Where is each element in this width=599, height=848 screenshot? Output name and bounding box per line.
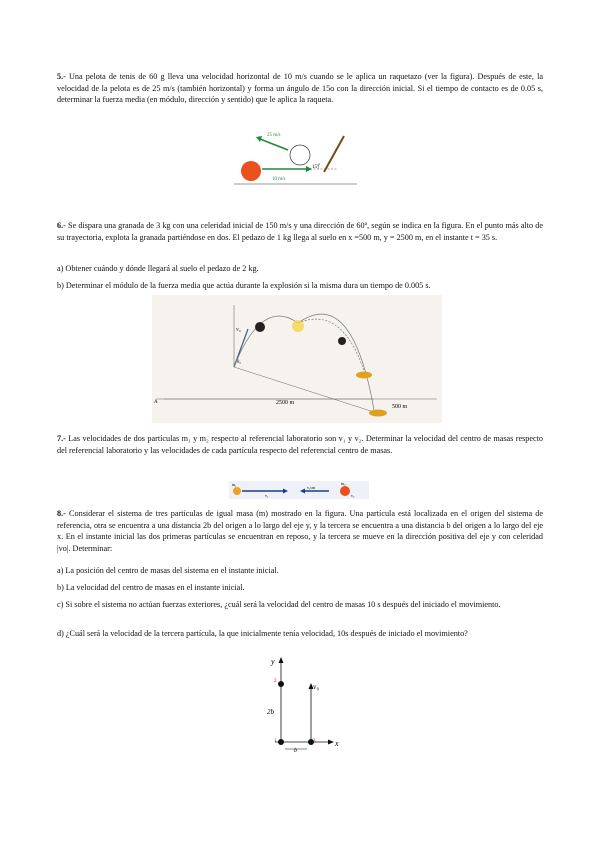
ball-after xyxy=(290,145,310,165)
problem-5 xyxy=(57,71,543,106)
particle-2 xyxy=(278,681,284,687)
label-m1: m₁ xyxy=(232,482,237,487)
particle-m1 xyxy=(233,487,241,495)
problem-8-item-a: a) La posición del centro de masas del sistema en el instante inicial. xyxy=(57,566,279,575)
particle-m2 xyxy=(340,486,350,496)
problem-7 xyxy=(57,433,543,456)
fragment xyxy=(338,337,346,345)
problem-text: Una pelota de tenis de 60 g lleva una velocidad horizontal de 10 m/s cuando se le aplica un raquetazo (ver la figura). Después de este, la velocidad de la pelota es de 25 m/s (también horizontal) y forma un ángulo de 15o con la dirección inicial. Si el tiempo de contacto es de 0.05 s, determinar la fuerza media (en módulo, dirección y sentido) que le aplica la raqueta. xyxy=(57,72,543,105)
label-v0: v₀ xyxy=(313,683,319,691)
label-distance-500: 500 m xyxy=(392,404,408,410)
problem-8-item-b: b) La velocidad del centro de masas en el instante inicial. xyxy=(57,583,245,592)
impact-1 xyxy=(356,372,372,379)
problem-6-item-b: b) Determinar el módulo de la fuerza media que actúa durante la explosión si la misma dura un tiempo de 0.005 s. xyxy=(57,281,431,290)
label-final-speed: 25 m/s xyxy=(267,133,281,138)
two-particles-figure xyxy=(229,481,369,499)
tennis-racket-figure xyxy=(232,128,362,190)
label-v0: v₀ xyxy=(236,327,242,333)
ball-before xyxy=(241,161,261,181)
grenade xyxy=(255,322,265,332)
label-particle-2: 2 xyxy=(274,679,277,684)
problem-number: 6.- xyxy=(57,221,66,230)
problem-6 xyxy=(57,220,543,243)
problem-8 xyxy=(57,508,543,554)
grenade-trajectory-figure xyxy=(152,295,442,423)
label-vcm: v₁cm xyxy=(307,485,316,490)
problem-number: 7.- xyxy=(57,434,66,443)
problem-text: Se dispara una granada de 3 kg con una celeridad inicial de 150 m/s y una dirección de 60º, según se indica en la figura. En el punto más alto de su trayectoria, explota la granada partiéndose en dos. El pedazo de 1 kg llega al suelo en x =500 m, y = 2500 m, en el instante t = 35 s. xyxy=(57,221,543,242)
label-theta0: θ₀ xyxy=(237,360,242,365)
impact-2 xyxy=(369,410,387,417)
label-2b: 2b xyxy=(267,708,274,716)
racket xyxy=(324,136,344,172)
problem-8-item-c: c) Si sobre el sistema no actúan fuerzas exteriores, ¿cuál será la velocidad del centro de masas 10 s después del iniciado el movimiento. xyxy=(57,600,501,609)
label-particle-3: 3 xyxy=(313,739,316,744)
problem-text: Las velocidades de dos partículas m₁ y m₂ respecto al referencial laboratorio son v₁ y v₂. Determinar la velocidad del centro de masas respecto del referencial laboratorio y las velocidades de cada partícula respecto del referencial centro de masas. xyxy=(57,434,544,455)
problem-6-item-a: a) Obtener cuándo y dónde llegará al suelo el pedazo de 2 kg. xyxy=(57,264,259,273)
problem-number: 5.- xyxy=(57,72,66,81)
label-angle: 15° xyxy=(312,165,319,170)
label-initial-speed: 10 m/s xyxy=(272,177,286,182)
particle-1 xyxy=(278,739,284,745)
problem-number: 8.- xyxy=(57,509,66,518)
label-axis-a: A xyxy=(154,400,158,405)
explosion xyxy=(292,320,304,332)
label-particle-1: 1 xyxy=(274,739,277,744)
label-x-axis: x xyxy=(335,739,339,748)
label-distance-2500: 2500 m xyxy=(276,400,295,406)
label-m2: m₂ xyxy=(341,481,346,486)
problem-8-item-d: d) ¿Cuál será la velocidad de la tercera partícula, la que inicialmente tenía velocidad, 10s después de iniciado el movimiento? xyxy=(57,629,468,638)
label-v1: v₁ xyxy=(265,493,269,498)
three-particles-figure xyxy=(255,656,350,754)
label-v2: v₂ xyxy=(351,493,355,498)
problem-text: Considerar el sistema de tres partículas de igual masa (m) mostrado en la figura. Una partícula está localizada en el origen del sistema de referencia, otra se encuentra a una distancia 2b del origen a lo largo del eje y, y la tercera se encuentra a una distancia b del origen a lo largo del eje x. En el instante inicial las dos primeras partículas se encuentran en reposo, y la tercera se mueve en la dirección positiva del eje y con celeridad |vo|. Determinar: xyxy=(57,509,544,553)
label-y-axis: y xyxy=(271,657,275,666)
label-b: b xyxy=(294,748,297,754)
